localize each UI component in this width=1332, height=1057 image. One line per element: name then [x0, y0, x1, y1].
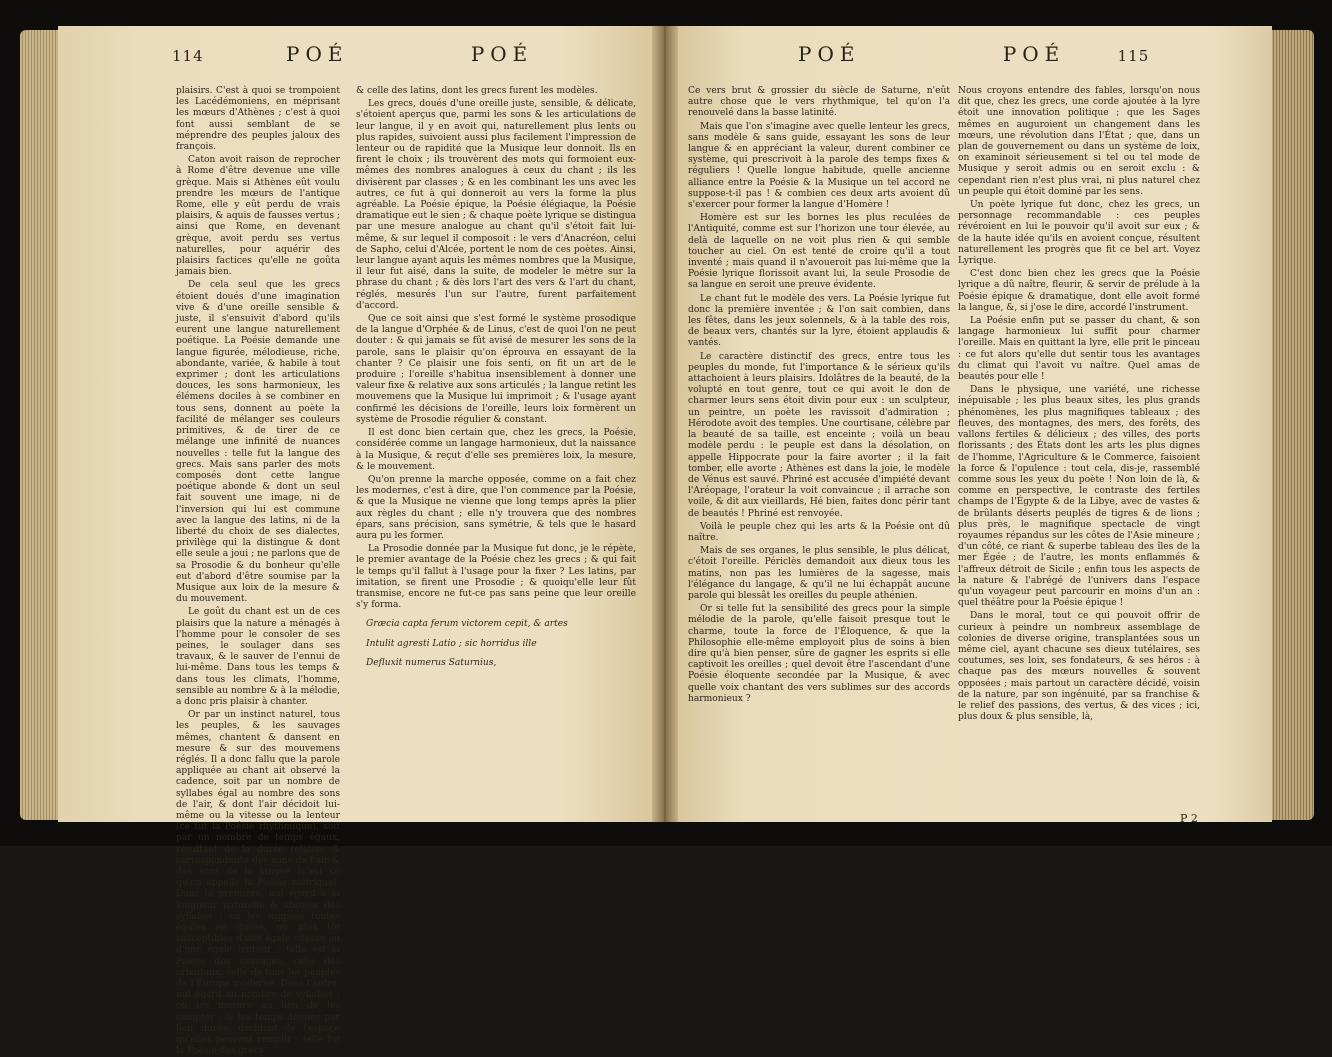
- left-header-word-2: POÉ: [470, 42, 534, 66]
- paragraph: Les grecs, doués d'une oreille juste, sensible, & délicate, s'étoient aperçus que, parmi les sons & les articulations de leur langue, il y en avoit qui, naturellement plus lents ou plus rapides, suivoient aussi plus facilement l'impression de lenteur ou de rapidité que la Musique leur donnoit. Ils en firent le choix ; ils trouvèrent des mots qui formoient eux-mêmes des nombres analogues à ceux du chant ; ils les divisèrent par classes ; & en les combinant les uns avec les autres, ce fut à qui donneroit au vers la forme la plus agréable. La Poésie épique, la Poésie élégiaque, la Poésie dramatique eut le sien ; & chaque poète lyrique se distingua par une mesure analogue au chant qu'il s'étoit fait lui-même, & sur lequel il composoit : le vers d'Anacréon, celui de Sapho, celui d'Alcée, portent le nom de ces poètes. Ainsi, leur langue ayant aquis les mêmes nombres que la Musique, il leur fut aisé, dans la suite, de modeler le mètre sur la phrase du chant ; & dès lors l'art des vers & l'art du chant, réglés, mesurés l'un sur l'autre, furent parfaitement d'accord.: [356, 99, 636, 311]
- right-header-word-2: POÉ: [1002, 42, 1066, 66]
- right-column-1: [688, 86, 950, 786]
- paragraph: La Poésie enfin put se passer du chant, & son langage harmonieux lui suffit pour charmer l'oreille. Mais en quittant la lyre, elle prit le pinceau : ce fut alors qu'elle dut sentir tous les avantages du climat qui l'avoit vu naître. Quel amas de beautés pour elle !: [958, 316, 1200, 383]
- paragraph: Qu'on prenne la marche opposée, comme on a fait chez les modernes, c'est à dire, que l'on commence par la Poésie, & que la Musique ne vienne que long temps après la plier aux règles du chant ; elle n'y trouvera que des nombres épars, sans précision, sans symétrie, & tels que le hasard aura pu les former.: [356, 474, 636, 541]
- paragraph: Un poète lyrique fut donc, chez les grecs, un personnage recommandable : ces peuples révéroient en lui le pouvoir qu'il avoit sur eux ; & de la haute idée qu'ils en avoient conçue, résultent naturellement les progrès que fit ce bel art. Voyez Lyrique.: [958, 200, 1200, 267]
- paragraph: La Prosodie donnée par la Musique fut donc, je le répète, le premier avantage de la Poésie chez les grecs ; & qui fait le temps qu'il fallut à l'usage pour la fixer ? Les latins, par imitation, se firent une Prosodie ; & quoiqu'elle leur fût transmise, encore ne fut-ce pas sans peine que leur oreille s'y forma.: [356, 544, 636, 611]
- left-running-head: [172, 42, 533, 66]
- left-column-2: [356, 86, 636, 786]
- paragraph: Ce vers brut & grossier du siècle de Saturne, n'eût autre chose que le vers rhythmique, tel qu'on l'a renouvelé dans la basse latinité.: [688, 86, 950, 119]
- verse-line: Intulit agresti Latio ; sic horridus ille: [366, 638, 537, 649]
- paragraph: Voilà le peuple chez qui les arts & la Poésie ont dû naître.: [688, 521, 950, 543]
- paragraph: Dans le moral, tout ce qui pouvoit offrir de curieux à peindre un nombreux assemblage de colonies de diverse origine, transplantées sous un même ciel, ayant chacune ses dieux tutélaires, ses coutumes, ses loix, ses fondateurs, & ses héros : à chaque pas des mœurs nouvelles & souvent opposées ; mais partout un caractère décidé, voisin de la nature, par son ingénuité, par sa franchise & le relief des passions, des vertus, & des vices ; ici, plus doux & plus sensible, là,: [958, 611, 1200, 723]
- paragraph: Le caractère distinctif des grecs, entre tous les peuples du monde, fut l'importance & le sérieux qu'ils attachoient à leurs plaisirs. Idolâtres de la beauté, de la volupté en tout genre, tout ce qui avoit le don de charmer leurs sens étoit divin pour eux : un sculpteur, un peintre, un poète les ravissoit d'admiration ; Hérodote avoit des temples. Une courtisane, célèbre par la beauté de sa taille, est enceinte ; voilà un beau modèle perdu : le peuple est dans la désolation, on appelle Hippocrate pour la faire avorter ; il la fait tomber, elle avorte ; Athènes est dans la joie, le modèle de Vénus est sauvé. Phriné est accusée d'impiété devant l'Aréopage, l'orateur la voit convaincue ; il arrache son voile, & dit aux vieillards, Hé bien, faites donc périr tant de beautés ! Phriné est renvoyée.: [688, 351, 950, 519]
- paragraph: & celle des latins, dont les grecs furent les modèles.: [356, 86, 598, 96]
- left-page-edges: [20, 30, 60, 820]
- paragraph: Dans le physique, une variété, une richesse inépuisable ; les plus beaux sites, les plus grands phénomènes, les plus magnifiques tableaux ; des fleuves, des montagnes, des mers, des forêts, des vallons fertiles & délicieux ; des villes, des ports florissants ; des États dont les arts les plus dignes de l'homme, l'Agriculture & le Commerce, faisoient la force & l'opulence : tout cela, dis-je, rassemblé comme sous les yeux du poète ! Non loin de là, & comme en perspective, le contraste des fertiles champs de l'Égypte & de la Libye, avec de vastes & de brûlants déserts peuplés de tigres & de lions ; plus près, le magnifique spectacle de vingt royaumes répandus sur les côtes de l'Asie mineure ; d'un côté, ce riant & superbe tableau des îles de la mer Égée ; de l'autre, les monts enflammés & l'affreux détroit de Sicile ; enfin tous les aspects de la nature & l'abrégé de l'univers dans l'espace qu'un voyageur peut parcourir en moins d'un an : quel théâtre pour la Poésie épique !: [958, 385, 1200, 609]
- paragraph: Mais que l'on s'imagine avec quelle lenteur les grecs, sans modèle & sans guide, essayant les sons de leur langue & en appréciant la valeur, durent combiner ce système, qui prescrivoit à la parole des temps fixes & réguliers ! Quelle longue habitude, quelle ancienne alliance entre la Poésie & la Musique un tel accord ne suppose-t-il pas ! & combien ces deux arts avoient dû s'exercer pour former la langue d'Homère !: [688, 121, 950, 211]
- paragraph: Le chant fut le modèle des vers. La Poésie lyrique fut donc la première inventée ; & l'on sait combien, dans les fêtes, dans les jeux solennels, & à la table des rois, de beaux vers, chantés sur la lyre, étoient applaudis & vantés.: [688, 293, 950, 349]
- paragraph: Il est donc bien certain que, chez les grecs, la Poésie, considérée comme un langage harmonieux, dut la naissance à la Musique, & reçut d'elle ses premières loix, la mesure, & le mouvement.: [356, 428, 636, 472]
- paragraph: Mais de ses organes, le plus sensible, le plus délicat, c'étoit l'oreille. Périclès demandoit aux dieux tous les matins, non pas les lumières de la sagesse, mais l'élégance du langage, & qu'il ne lui échappât aucune parole qui blessât les oreilles du peuple athénien.: [688, 546, 950, 601]
- left-column-1: [176, 86, 340, 1057]
- signature-mark: P 2: [1180, 812, 1198, 825]
- left-header-word: POÉ: [286, 42, 349, 66]
- verse-line: Græcia capta ferum victorem cepit, & artes: [366, 619, 568, 630]
- paragraph: Or si telle fut la sensibilité des grecs pour la simple mélodie de la parole, qu'elle faisoit presque tout le charme, toute la force de l'Éloquence, & que la Philosophie elle-même employoit plus de soins à bien dire qu'à bien penser, sûre de gagner les esprits si elle captivoit les oreilles ; quel devoit être l'ascendant d'une Poésie éloquente secondée par la Musique, & avec quelle voix chantant des vers sublimes sur des accords harmonieux ?: [688, 604, 950, 704]
- paragraph: Nous croyons entendre des fables, lorsqu'on nous dit que, chez les grecs, une corde ajoutée à la lyre étoit une innovation politique ; que les Sages mêmes en auguroient un changement dans les mœurs, une révolution dans l'État ; que, dans un plan de gouvernement ou dans un système de loix, on examinoit sérieusement si tel ou tel mode de Musique y seroit admis ou en seroit exclu : & cependant rien n'est plus vrai, ni plus naturel chez un peuple qui étoit dominé par les sens.: [958, 86, 1200, 197]
- right-running-head: [798, 42, 1149, 66]
- paragraph: plaisirs. C'est à quoi se trompoient les Lacédémoniens, en méprisant les mœurs d'Athènes ; c'est à quoi font aussi semblant de se méprendre des peuples jaloux des françois.: [176, 86, 340, 153]
- left-page-number: 114: [172, 47, 204, 65]
- paragraph: Le goût du chant est un de ces plaisirs que la nature a ménagés à l'homme pour le consoler de ses peines, le soulager dans ses travaux, & le sauver de l'ennui de lui-même. Dans tous les temps & dans tous les climats, l'homme, sensible au nombre & à la mélodie, a donc pris plaisir à chanter.: [176, 607, 340, 707]
- paragraph: Que ce soit ainsi que s'est formé le système prosodique de la langue d'Orphée & de Linus, c'est de quoi l'on ne peut douter : & qui jamais se fût avisé de mesurer les sons de la parole, sans le plaisir qu'on éprouva en essayant de la chanter ? Ce plaisir une fois senti, on fit un art de le produire ; l'oreille s'habitua insensiblement à donner une valeur fixe & relative aux sons articulés ; la langue retint les mouvemens que la Musique lui imprimoit ; & l'usage ayant confirmé les décisions de l'oreille, leurs loix formèrent un système de Prosodie régulier & constant.: [356, 314, 636, 425]
- paragraph: De cela seul que les grecs étoient doués d'une imagination vive & d'une oreille sensible & juste, il s'ensuivit d'abord qu'ils eurent une langue naturellement poétique. La Poésie demande une langue figurée, mélodieuse, riche, abondante, variée, & habile à tout exprimer ; dont les articulations douces, les sons harmonieux, les élémens dociles à se combiner en tous sens, donnent au poète la facilité de mélanger ses couleurs primitives, & de tirer de ce mélange une infinité de nuances nouvelles : telle fut la langue des grecs. Mais sans parler des mots composés dont cette langue poétique abonde & dont un seul fait souvent une image, ni de l'inversion qui lui est commune avec la langue des latins, ni de la liberté du choix de ses dialectes, privilège qui la distingue & dont elle seule a joui ; ne parlons que de sa Prosodie & du bonheur qu'elle eut d'abord d'être soumise par la Musique aux loix de la mesure & du mouvement.: [176, 280, 340, 605]
- right-header-word: POÉ: [798, 42, 861, 66]
- verse-line: Defluxit numerus Saturnius,: [366, 657, 497, 668]
- paragraph: Caton avoit raison de reprocher à Rome d'être devenue une ville grèque. Mais si Athènes eût voulu prendre les mœurs de l'antique Rome, elle y eût perdu de vrais plaisirs, & aquis de fausses vertus ; ainsi que Rome, en devenant grèque, avoit perdu ses vertus naturelles, pour aquérir des plaisirs factices qu'elle ne goûta jamais bien.: [176, 155, 340, 278]
- paragraph: Homère est sur les bornes les plus reculées de l'Antiquité, comme est sur l'horizon une tour élevée, au delà de laquelle on ne voit plus rien & qui semble toucher au ciel. On est tenté de croire qu'il a tout inventé ; mais quand il n'avoueroit pas lui-même que la Poésie lyrique florissoit avant lui, la seule Prosodie de sa langue en seroit une preuve évidente.: [688, 213, 950, 291]
- paragraph: C'est donc bien chez les grecs que la Poésie lyrique a dû naître, fleurir, & servir de prélude à la Poésie épique & dramatique, dont elle avoit formé la langue, &, si j'ose le dire, accordé l'instrument.: [958, 269, 1200, 313]
- book-gutter: [652, 26, 678, 822]
- paragraph: Or par un instinct naturel, tous les peuples, & les sauvages mêmes, chantent & dansent en mesure & sur des mouvemens réglés. Il a donc fallu que la parole appliquée au chant ait observé la cadence, soit par un nombre de syllabes égal au nombre des sons de l'air, & dont l'air décidoit lui-même ou la vitesse ou la lenteur (ce fut la Poésie rhythmique), soit par un nombre de temps égaux, résultant de la durée relative & correspondante des sons de l'air & des sons de la langue (c'est ce qu'on appelle la Poésie métrique). Dans la première, nul égard à la longueur naturelle & absolue des syllabes ; on les suppose toutes égales en durée, ou plus tôt susceptibles d'une égale vitesse ou d'une égale lenteur : telle est la Poésie des sauvages, celle des orientaux, celle de tous les peuples de l'Europe moderne. Dans l'autre, nul égard au nombre de syllabes ; on les mesure au lieu de les compter ; & les temps donnés par leur durée, décident de l'espace qu'elles peuvent remplir : telle fut la Poésie des grecs: [176, 710, 340, 1057]
- right-column-2: [958, 86, 1200, 786]
- right-page-number: 115: [1117, 47, 1150, 65]
